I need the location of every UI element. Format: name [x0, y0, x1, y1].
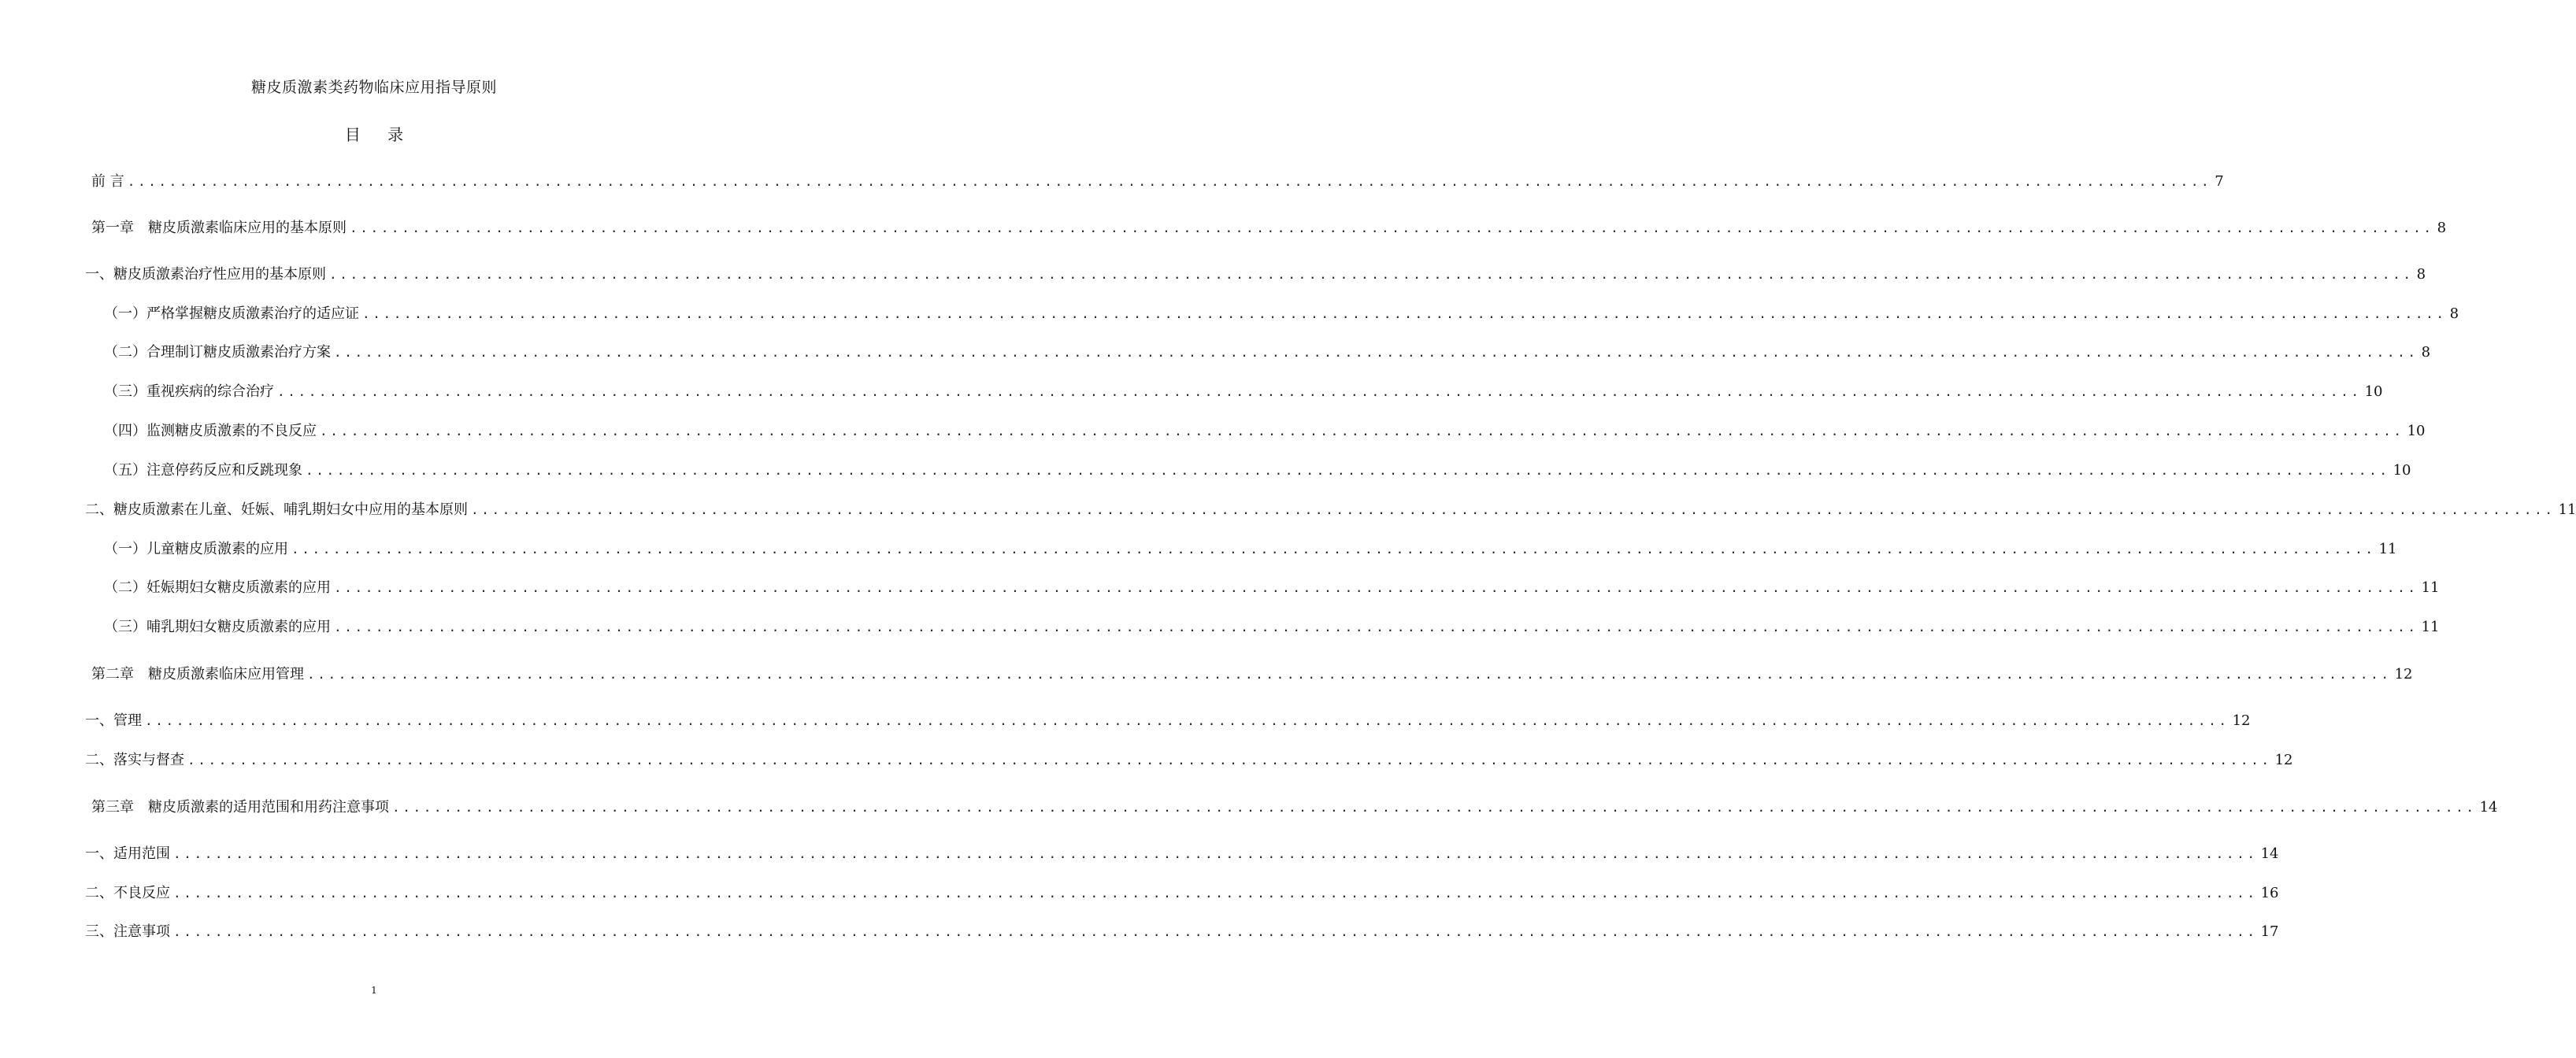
toc-entry[interactable]: [104, 616, 2440, 639]
toc-entry-label: 一、适用范围: [85, 845, 170, 862]
toc-entry-page: 11: [2421, 579, 2440, 596]
toc-entry[interactable]: [104, 380, 2383, 404]
toc-entry[interactable]: [85, 498, 2576, 522]
toc-dot-leader: ........................................................................................................................................................................................................: [334, 620, 2418, 634]
toc-entry-page: 10: [2407, 423, 2426, 439]
toc-entry[interactable]: [91, 796, 2498, 819]
toc-dot-leader: ........................................................................................................................................................................................................: [277, 384, 2362, 399]
toc-entry-page: 14: [2260, 845, 2279, 862]
toc-entry-label: 二、落实与督查: [85, 752, 184, 768]
toc-entry[interactable]: [91, 663, 2413, 686]
document-title: 糖皮质激素类药物临床应用指导原则: [250, 79, 497, 96]
toc-entry[interactable]: [85, 709, 2251, 733]
toc-dot-leader: ........................................................................................................................................................................................................: [329, 267, 2414, 282]
toc-entry-page: 10: [2393, 462, 2411, 479]
toc-entry[interactable]: [104, 341, 2431, 364]
toc-entry-label: 一、糖皮质激素治疗性应用的基本原则: [85, 266, 326, 283]
toc-entry-page: 12: [2394, 666, 2413, 683]
toc-dot-leader: ........................................................................................................................................................................................................: [127, 174, 2212, 189]
toc-entry-label: （一）儿童糖皮质激素的应用: [104, 541, 288, 557]
toc-dot-leader: ........................................................................................................................................................................................................: [392, 800, 2477, 815]
toc-entry-page: 7: [2215, 173, 2224, 190]
toc-dot-leader: ........................................................................................................................................................................................................: [173, 846, 2258, 861]
toc-entry-page: 8: [2449, 305, 2459, 322]
toc-entry-label: 前 言: [91, 173, 124, 190]
toc-entry-page: 11: [2378, 541, 2397, 557]
page-number: 1: [371, 985, 377, 996]
toc-entry[interactable]: [104, 302, 2459, 326]
toc-entry-page: 8: [2416, 266, 2426, 283]
toc-entry-label: （二）合理制订糖皮质激素治疗方案: [104, 344, 331, 361]
toc-entry-label: 第二章 糖皮质激素临床应用管理: [91, 666, 304, 683]
toc-dot-leader: ........................................................................................................................................................................................................: [471, 502, 2556, 517]
toc-dot-leader: ........................................................................................................................................................................................................: [334, 345, 2418, 360]
toc-entry-label: （三）哺乳期妇女糖皮质激素的应用: [104, 619, 331, 635]
toc-entry-page: 14: [2479, 799, 2498, 816]
toc-entry-label: 二、不良反应: [85, 885, 170, 901]
toc-entry-label: 第三章 糖皮质激素的适用范围和用药注意事项: [91, 799, 389, 816]
toc-entry-page: 12: [2274, 752, 2293, 768]
toc-entry[interactable]: [85, 882, 2279, 905]
toc-entry-label: 二、糖皮质激素在儿童、妊娠、哺乳期妇女中应用的基本原则: [85, 501, 468, 518]
toc-entry-label: （一）严格掌握糖皮质激素治疗的适应证: [104, 305, 359, 322]
toc-dot-leader: ........................................................................................................................................................................................................: [187, 753, 2272, 768]
toc-entry-page: 11: [2421, 619, 2440, 635]
toc-entry-page: 8: [2437, 220, 2447, 236]
toc-entry-label: （二）妊娠期妇女糖皮质激素的应用: [104, 579, 331, 596]
toc-entry-label: 三、注意事项: [85, 923, 170, 940]
toc-entry-label: （三）重视疾病的综合治疗: [104, 383, 274, 400]
toc-entry-page: 10: [2364, 383, 2383, 400]
toc-dot-leader: ........................................................................................................................................................................................................: [334, 580, 2418, 595]
toc-dot-leader: ........................................................................................................................................................................................................: [173, 924, 2258, 939]
toc-entry-label: （五）注意停药反应和反跳现象: [104, 462, 302, 479]
toc-entry[interactable]: [91, 216, 2447, 240]
toc-dot-leader: ........................................................................................................................................................................................................: [306, 463, 2390, 478]
toc-entry[interactable]: [85, 263, 2426, 287]
toc-entry-page: 11: [2558, 501, 2576, 518]
toc-entry[interactable]: [104, 459, 2411, 483]
toc-dot-leader: ........................................................................................................................................................................................................: [291, 542, 2376, 557]
toc-heading: 目 录: [344, 125, 415, 144]
toc-entry-label: （四）监测糖皮质激素的不良反应: [104, 423, 317, 439]
toc-dot-leader: ........................................................................................................................................................................................................: [320, 424, 2404, 438]
toc-entry[interactable]: [91, 170, 2224, 194]
toc-entry-page: 17: [2260, 923, 2279, 940]
toc-dot-leader: ........................................................................................................................................................................................................: [173, 886, 2258, 901]
toc-dot-leader: ........................................................................................................................................................................................................: [145, 713, 2229, 728]
toc-entry[interactable]: [104, 538, 2397, 561]
toc-dot-leader: ........................................................................................................................................................................................................: [350, 220, 2434, 235]
toc-entry[interactable]: [104, 420, 2426, 443]
toc-entry-label: 第一章 糖皮质激素临床应用的基本原则: [91, 220, 347, 236]
toc-entry[interactable]: [85, 842, 2279, 866]
toc-entry-page: 16: [2260, 885, 2279, 901]
toc-dot-leader: ........................................................................................................................................................................................................: [307, 667, 2392, 682]
toc-entry-label: 一、管理: [85, 712, 142, 729]
toc-entry-page: 8: [2421, 344, 2431, 361]
toc-entry[interactable]: [104, 576, 2440, 600]
toc-entry-page: 12: [2232, 712, 2251, 729]
toc-entry[interactable]: [85, 749, 2293, 772]
toc-dot-leader: ........................................................................................................................................................................................................: [362, 306, 2447, 321]
toc-entry[interactable]: [85, 920, 2279, 944]
